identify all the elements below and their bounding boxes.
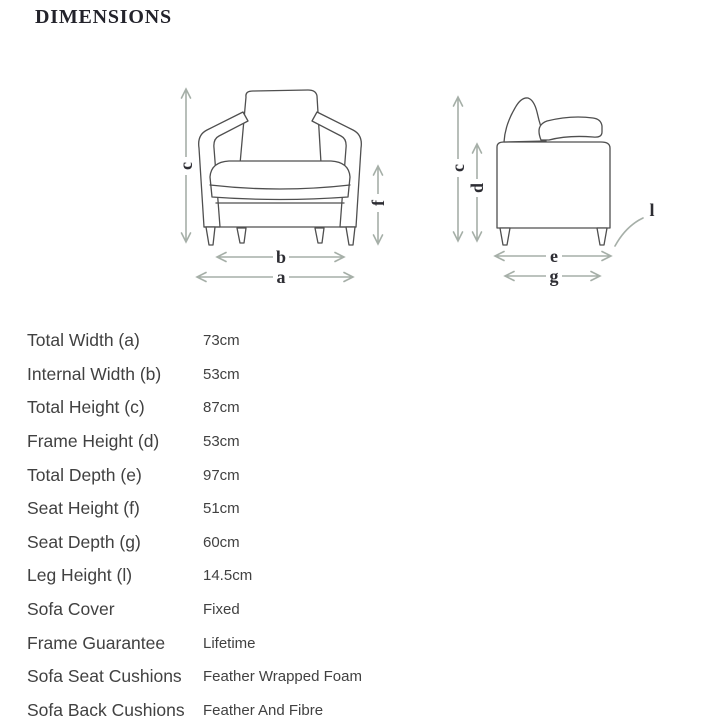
dim-marker-l-side_view — [615, 200, 660, 246]
spec-table — [27, 324, 687, 727]
seat-cushion-path — [210, 161, 350, 200]
spec-value: Lifetime — [203, 634, 256, 652]
side-arm-cushion-path — [539, 117, 602, 140]
dimension-letter: f — [368, 200, 388, 206]
dimension-letter: e — [550, 246, 558, 266]
spec-label: Sofa Seat Cushions — [27, 666, 182, 687]
dimension-letter: d — [467, 182, 487, 194]
spec-label: Seat Height (f) — [27, 498, 140, 519]
spec-label: Internal Width (b) — [27, 363, 162, 384]
spec-label: Total Height (c) — [27, 397, 145, 418]
spec-label: Leg Height (l) — [27, 565, 133, 586]
spec-label: Frame Height (d) — [27, 431, 160, 452]
front-leg-path — [315, 228, 324, 243]
spec-row — [27, 593, 687, 627]
page-title: DIMENSIONS — [35, 6, 172, 28]
spec-value: 14.5cm — [203, 567, 253, 585]
dimension-letter: g — [549, 266, 559, 286]
spec-row — [27, 358, 687, 392]
front-leg-path — [206, 227, 215, 245]
spec-row — [27, 626, 687, 660]
leg-pointer-line — [615, 218, 643, 246]
spec-row — [27, 324, 687, 358]
spec-value: 53cm — [203, 433, 240, 451]
dimension-letter: c — [176, 162, 196, 170]
dimension-diagrams — [0, 60, 706, 295]
spec-value: 87cm — [203, 399, 240, 417]
spec-label: Total Width (a) — [27, 330, 140, 351]
spec-value: 73cm — [203, 332, 240, 350]
spec-label: Total Depth (e) — [27, 464, 142, 485]
spec-value: 51cm — [203, 500, 240, 518]
dim-marker-c-front_view — [176, 89, 196, 242]
spec-row — [27, 559, 687, 593]
spec-row — [27, 425, 687, 459]
dimension-letter: b — [275, 247, 287, 267]
side-leg-path — [500, 228, 510, 245]
spec-label: Sofa Back Cushions — [27, 699, 185, 720]
front-leg-path — [346, 227, 355, 245]
dim-marker-a-front_view — [197, 267, 353, 287]
spec-value: Feather And Fibre — [203, 701, 324, 719]
spec-label: Sofa Cover — [27, 599, 115, 620]
spec-row — [27, 660, 687, 694]
dim-marker-d-side_view — [467, 144, 487, 241]
spec-row — [27, 391, 687, 425]
spec-value: Fixed — [203, 601, 240, 619]
dim-marker-f-front_view — [368, 166, 388, 244]
spec-value: Feather Wrapped Foam — [203, 668, 362, 686]
spec-label: Frame Guarantee — [27, 632, 166, 653]
dimension-letter: l — [649, 200, 655, 220]
spec-value: 60cm — [203, 533, 240, 551]
side-leg-path — [597, 228, 607, 245]
spec-row — [27, 492, 687, 526]
dimension-letter: a — [276, 267, 286, 287]
dim-marker-g-side_view — [505, 266, 600, 286]
armchair-front-drawing — [199, 90, 362, 245]
dimension-letter: c — [448, 164, 468, 172]
back-cushion-path — [240, 90, 321, 164]
side-body-path — [497, 142, 610, 228]
dim-marker-e-side_view — [495, 246, 611, 266]
spec-label: Seat Depth (g) — [27, 531, 141, 552]
spec-value: 53cm — [203, 365, 240, 383]
dim-marker-b-front_view — [217, 247, 344, 267]
spec-value: 97cm — [203, 466, 240, 484]
spec-row — [27, 526, 687, 560]
dim-marker-c-side_view — [448, 97, 468, 241]
armchair-side-drawing — [497, 98, 610, 245]
spec-row — [27, 458, 687, 492]
front-leg-path — [237, 228, 246, 243]
spec-row — [27, 694, 687, 727]
